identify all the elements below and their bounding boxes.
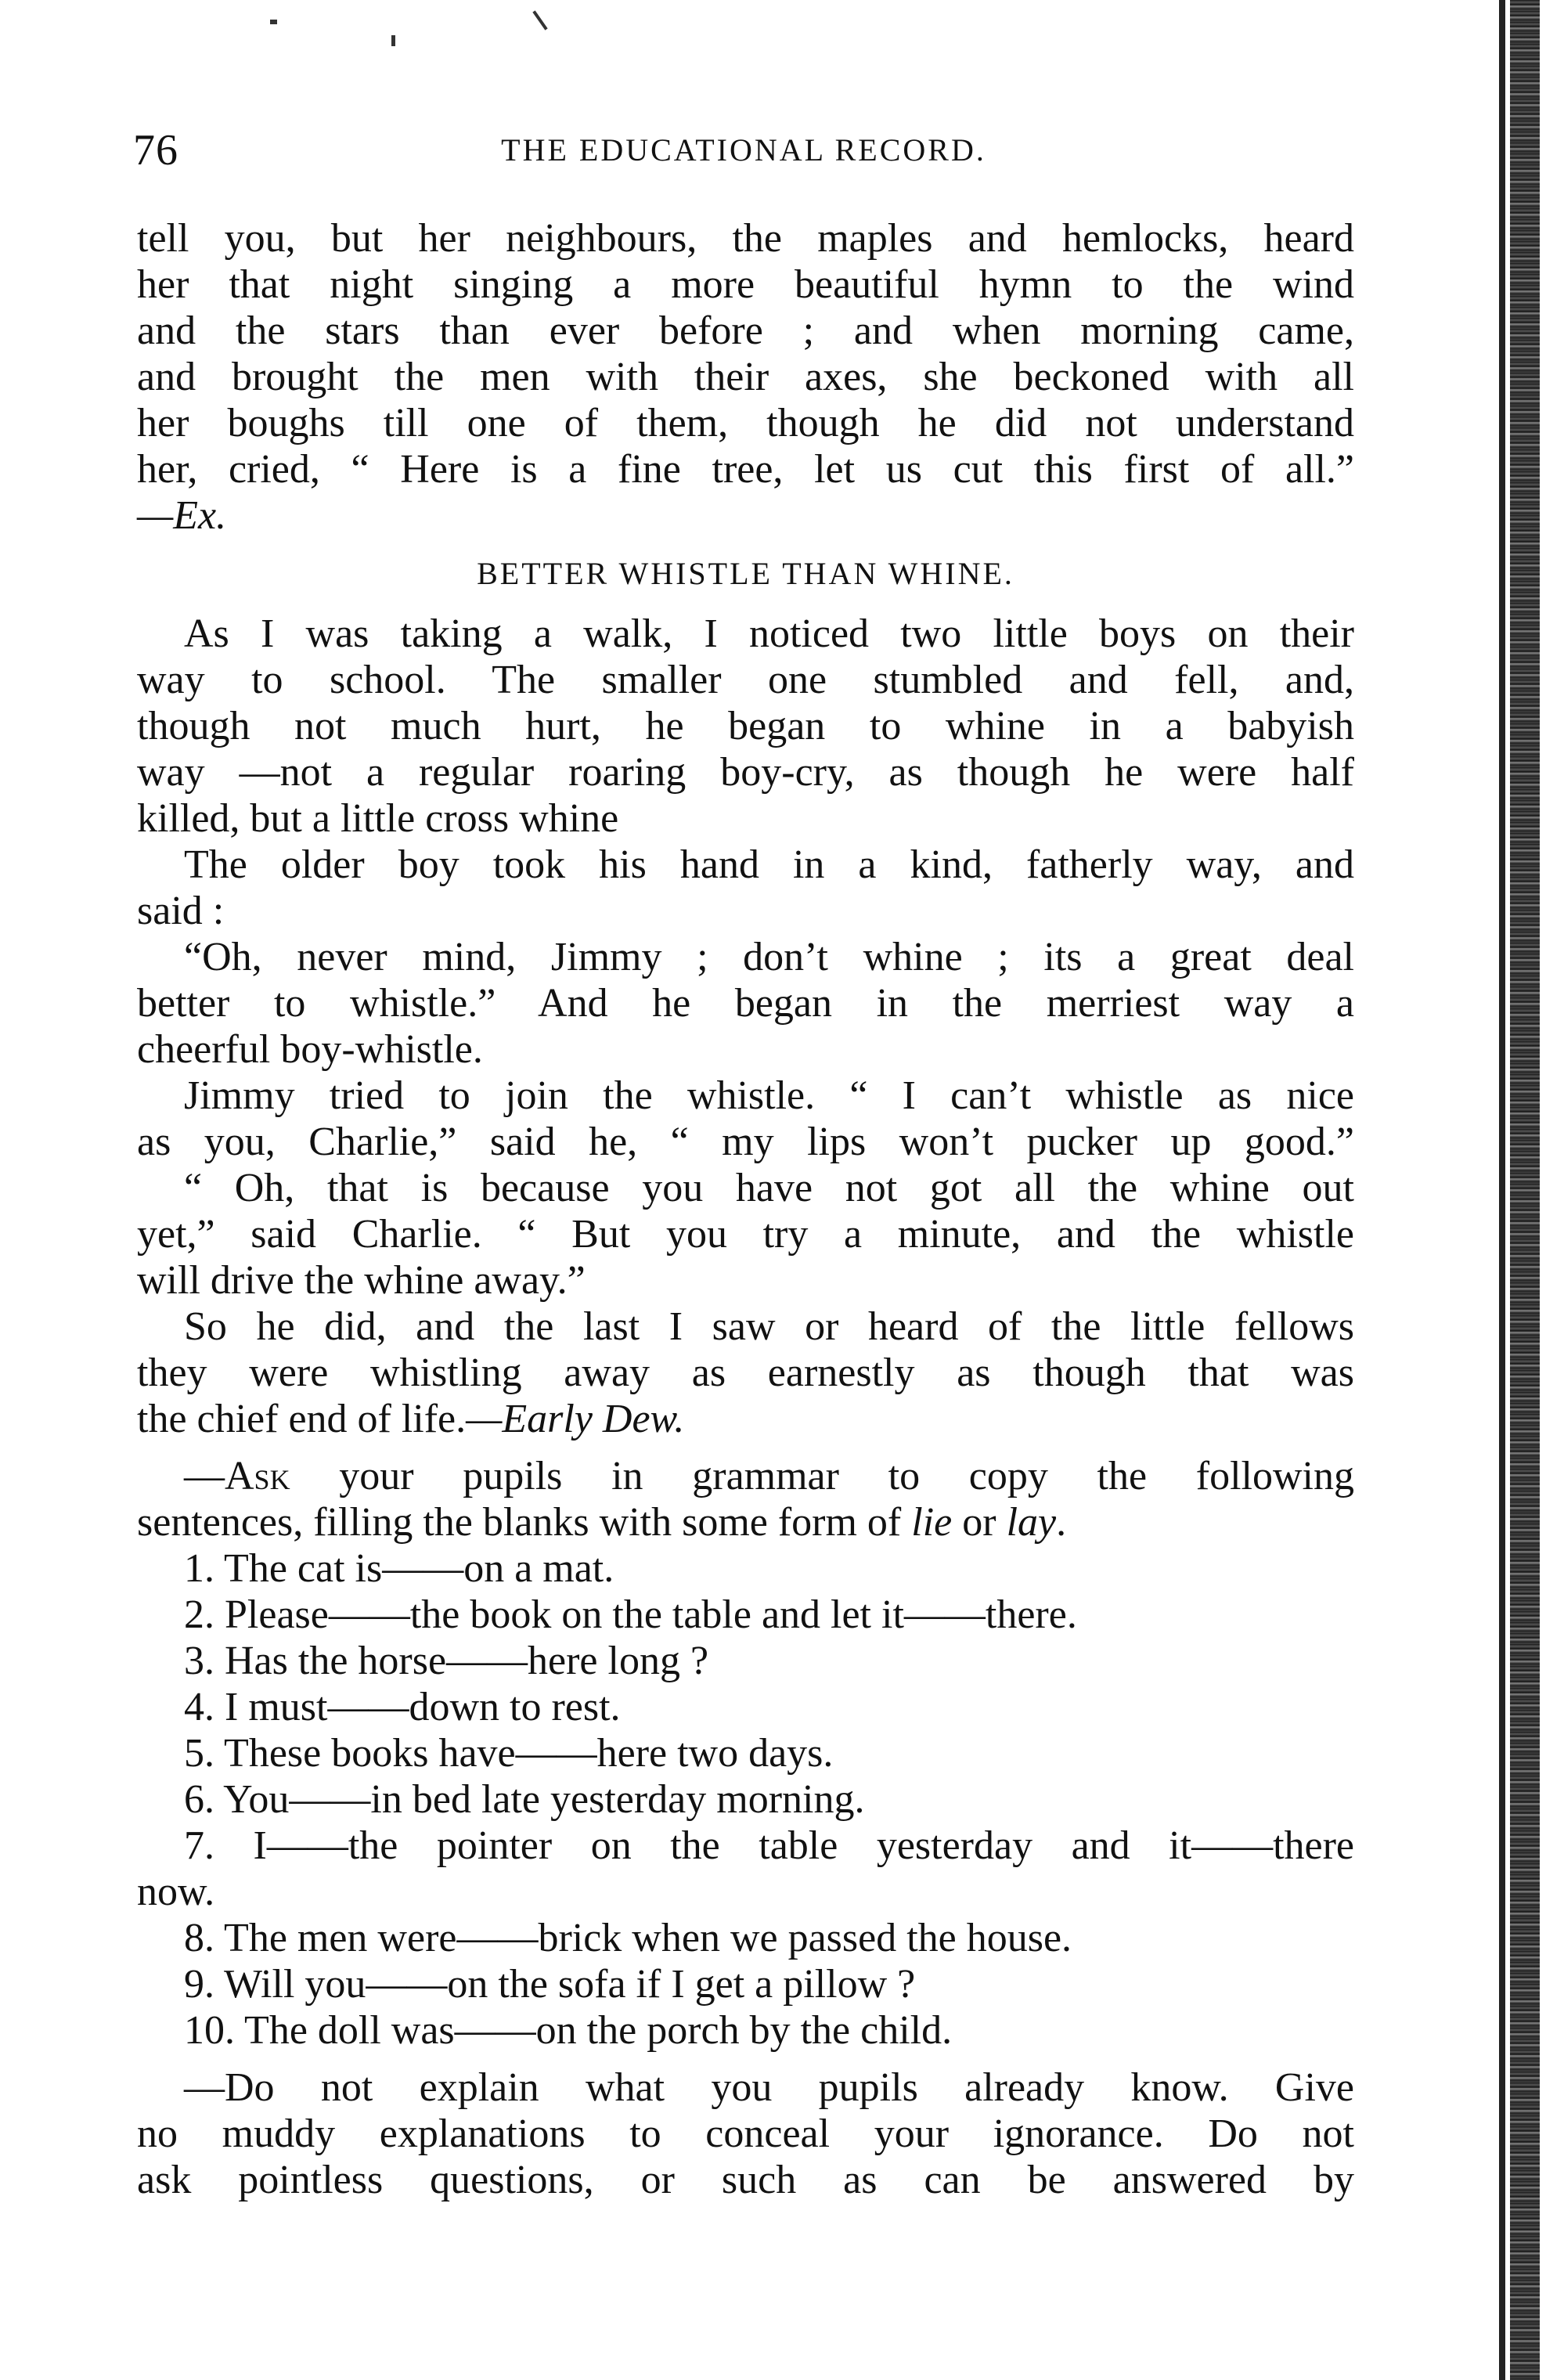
scan-specks — [0, 0, 1546, 125]
page-number: 76 — [133, 126, 178, 175]
text-line: way —not a regular roaring boy-cry, as though he were half — [137, 750, 1354, 795]
exercise-item: 8. The men were——brick when we passed the house. — [184, 1916, 1072, 1960]
page-body — [137, 215, 1354, 2203]
exercise-item: 1. The cat is——on a mat. — [184, 1546, 614, 1591]
text-line: they were whistling away as earnestly as though that was — [137, 1350, 1354, 1395]
source-signature: —Early Dew. — [466, 1397, 685, 1441]
closing-paragraph — [137, 2064, 1354, 2203]
exercise-item: 10. The doll was——on the porch by the child. — [184, 2008, 953, 2053]
exercise-item-continuation: now. — [137, 1870, 215, 1914]
text-line: Jimmy tried to join the whistle. “ I can’t whistle as nice — [184, 1073, 1354, 1118]
text-line: her that night singing a more beautiful hymn to the wind — [137, 262, 1354, 307]
text-line: As I was taking a walk, I noticed two little boys on their — [184, 611, 1354, 656]
text-line: ask pointless questions, or such as can be answered by — [137, 2158, 1354, 2202]
text-line: said : — [137, 889, 225, 933]
text-line: “Oh, never mind, Jimmy ; don’t whine ; its a great deal — [184, 935, 1354, 979]
page-header — [133, 125, 1354, 180]
ask-lead: —Ask — [184, 1454, 290, 1498]
binding-edge — [1499, 0, 1546, 2380]
story-paragraph — [137, 1304, 1354, 1442]
exercise-item: 7. I——the pointer on the table yesterday and it——there — [184, 1823, 1354, 1868]
text-line: killed, but a little cross whine — [137, 796, 619, 841]
word-lay: lay — [1006, 1500, 1057, 1545]
exercise-item: 3. Has the horse——here long ? — [184, 1639, 709, 1683]
text-line: and brought the men with their axes, she beckoned with all — [137, 355, 1354, 399]
text-line: So he did, and the last I saw or heard of the little fellows — [184, 1304, 1354, 1349]
text-line: as you, Charlie,” said he, “ my lips won’t pucker up good.” — [137, 1120, 1354, 1164]
text-line: better to whistle.” And he began in the merriest way a — [137, 981, 1354, 1026]
exercise-intro-line — [137, 1499, 1354, 1545]
text-line: —Do not explain what you pupils already know. Give — [184, 2065, 1354, 2110]
exercise-intro-line — [137, 1453, 1354, 1499]
exercise-item: 4. I must——down to rest. — [184, 1685, 621, 1729]
text-span: sentences, filling the blanks with some form of — [137, 1500, 912, 1545]
intro-paragraph — [137, 215, 1354, 539]
text-line: and the stars than ever before ; and when morning came, — [137, 308, 1354, 353]
word-lie: lie — [911, 1500, 953, 1545]
exercise-item: 5. These books have——here two days. — [184, 1731, 834, 1776]
text-line: no muddy explanations to conceal your ignorance. Do not — [137, 2111, 1354, 2156]
exercise-item: 6. You——in bed late yesterday morning. — [184, 1777, 865, 1822]
text-span: your pupils in grammar to copy the following — [290, 1454, 1354, 1498]
text-line: tell you, but her neighbours, the maples and hemlocks, heard — [137, 216, 1354, 261]
text-line: yet,” said Charlie. “ But you try a minute, and the whistle — [137, 1212, 1354, 1257]
text-line: way to school. The smaller one stumbled and fell, and, — [137, 658, 1354, 702]
section-title: BETTER WHISTLE THAN WHINE. — [477, 556, 1014, 591]
text-line: her boughs till one of them, though he did not understand — [137, 401, 1354, 445]
text-line: though not much hurt, he began to whine in a babyish — [137, 704, 1354, 748]
text-line — [137, 1396, 1354, 1442]
story-paragraph — [137, 1165, 1354, 1304]
text-line: The older boy took his hand in a kind, fatherly way, and — [184, 842, 1354, 887]
running-title: THE EDUCATIONAL RECORD. — [501, 132, 986, 168]
story-paragraph — [137, 1073, 1354, 1165]
text-line: “ Oh, that is because you have not got all the whine out — [184, 1166, 1354, 1210]
source-signature: —Ex. — [137, 493, 227, 538]
text-span: or — [952, 1500, 1007, 1545]
story-paragraph — [137, 934, 1354, 1073]
story-paragraph — [137, 842, 1354, 934]
story-paragraph — [137, 611, 1354, 842]
exercise-item: 9. Will you——on the sofa if I get a pillow ? — [184, 1962, 916, 2007]
text-span: . — [1056, 1500, 1067, 1545]
exercise-block — [137, 1453, 1354, 2054]
exercise-item: 2. Please——the book on the table and let it——there. — [184, 1592, 1077, 1637]
text-line: will drive the whine away.” — [137, 1258, 586, 1303]
text-span: the chief end of life. — [137, 1397, 467, 1441]
text-line: her, cried, “ Here is a fine tree, let us cut this first of all.” — [137, 447, 1354, 492]
text-line: cheerful boy-whistle. — [137, 1027, 483, 1072]
